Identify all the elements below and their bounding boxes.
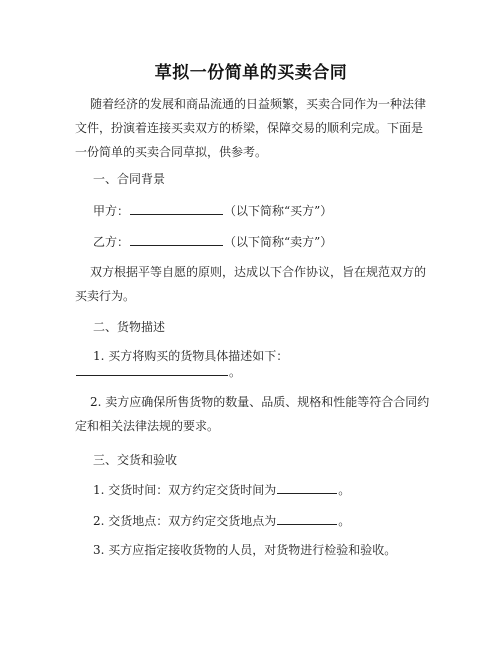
party-b-label: 乙方： bbox=[93, 235, 130, 249]
section-heading-delivery: 三、交货和验收 bbox=[93, 453, 178, 467]
party-a-label: 甲方： bbox=[93, 204, 130, 218]
delivery-place-blank bbox=[277, 512, 337, 525]
goods-item-2: 2. 卖方应确保所售货物的数量、品质、规格和性能等符合合同约定和相关法律法规的要求。 bbox=[75, 395, 430, 433]
agreement-paragraph: 双方根据平等自愿的原则，达成以下合作协议，旨在规范双方的买卖行为。 bbox=[75, 265, 427, 303]
goods-item-1-end: 。 bbox=[229, 365, 242, 379]
party-b-line bbox=[93, 233, 332, 250]
intro-paragraph: 随着经济的发展和商品流通的日益频繁，买卖合同作为一种法律文件，扮演着连接买卖双方的桥梁，保障交易的顺利完成。下面是一份简单的买卖合同草拟，供参考。 bbox=[75, 97, 427, 159]
party-a-blank bbox=[130, 202, 223, 215]
delivery-time-end: 。 bbox=[338, 483, 351, 497]
delivery-time-text: 1. 交货时间：双方约定交货时间为 bbox=[93, 483, 277, 497]
goods-item-1-blank-line bbox=[75, 363, 241, 380]
delivery-item-2 bbox=[93, 512, 350, 529]
delivery-item-1 bbox=[93, 481, 350, 498]
delivery-place-end: 。 bbox=[338, 514, 351, 528]
section-heading-goods: 二、货物描述 bbox=[93, 320, 166, 334]
goods-description-blank bbox=[76, 363, 228, 376]
delivery-time-blank bbox=[277, 481, 337, 494]
goods-item-1: 1. 买方将购买的货物具体描述如下： bbox=[93, 349, 289, 363]
delivery-item-3: 3. 买方应指定接收货物的人员，对货物进行检验和验收。 bbox=[93, 543, 397, 557]
party-a-line bbox=[93, 202, 332, 219]
delivery-place-text: 2. 交货地点：双方约定交货地点为 bbox=[93, 514, 277, 528]
section-heading-background: 一、合同背景 bbox=[93, 172, 166, 186]
party-a-suffix: （以下简称“买方”） bbox=[224, 204, 333, 218]
party-b-suffix: （以下简称“卖方”） bbox=[224, 235, 333, 249]
document-title: 草拟一份简单的买卖合同 bbox=[154, 63, 348, 83]
party-b-blank bbox=[130, 233, 223, 246]
